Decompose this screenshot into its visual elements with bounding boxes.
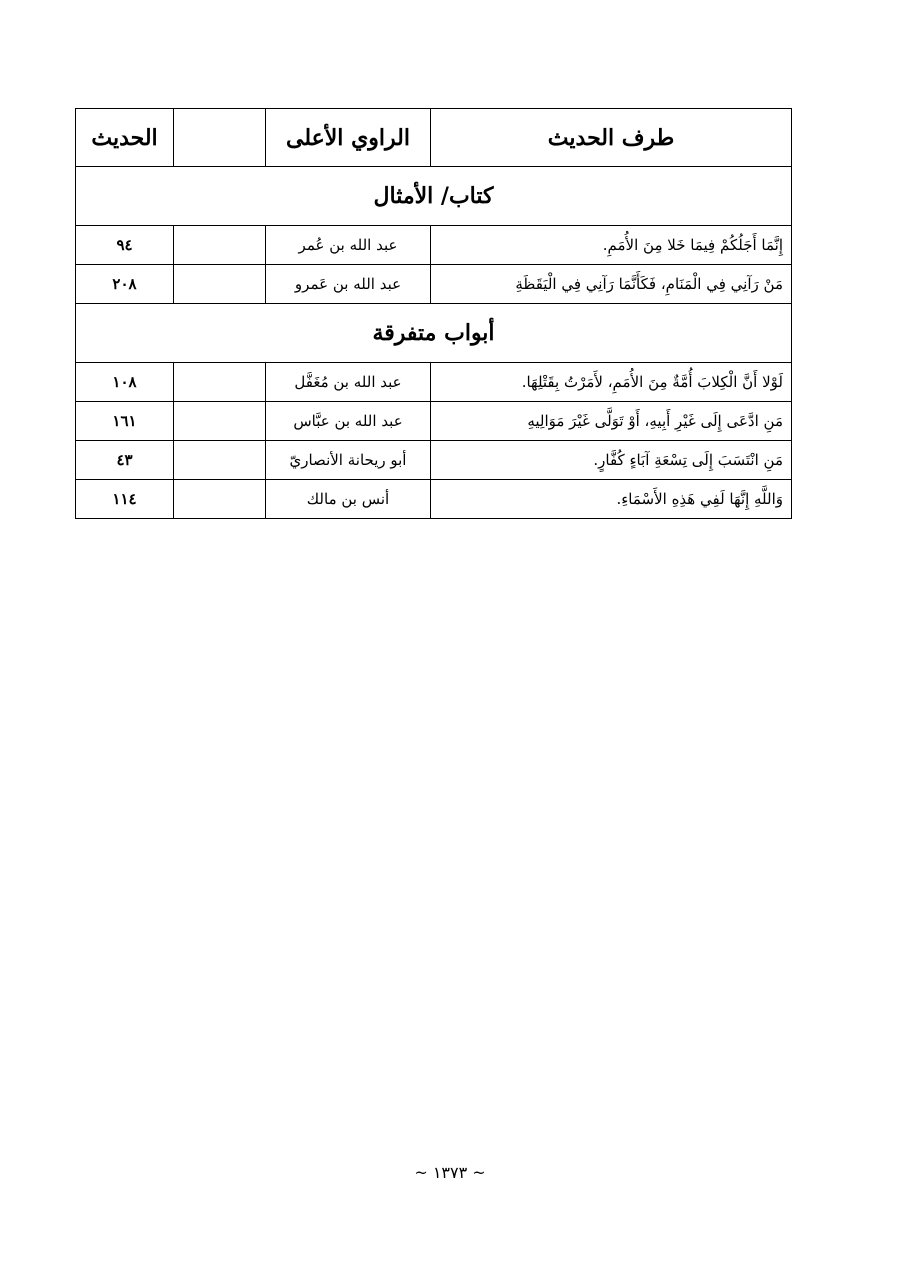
blank-cell bbox=[174, 402, 266, 441]
hadith-number: ٤٣ bbox=[76, 441, 174, 480]
table-row bbox=[76, 226, 792, 265]
narrator-name: عبد الله بن عَمرو bbox=[266, 265, 431, 304]
blank-cell bbox=[174, 363, 266, 402]
table-row bbox=[76, 265, 792, 304]
section-row bbox=[76, 304, 792, 363]
header-row bbox=[76, 109, 792, 167]
table-row bbox=[76, 363, 792, 402]
section-title: كتاب/ الأمثال bbox=[76, 167, 792, 226]
hadith-text: وَاللَّهِ إِنَّهَا لَفِي هَذِهِ الأَسْمَاءِ. bbox=[431, 480, 792, 519]
hadith-text: إِنَّمَا أَجَلُكُمْ فِيمَا خَلا مِنَ الأُمَمِ. bbox=[431, 226, 792, 265]
narrator-name: أنس بن مالك bbox=[266, 480, 431, 519]
section-title: أبواب متفرقة bbox=[76, 304, 792, 363]
header-blank bbox=[174, 109, 266, 167]
hadith-text: لَوْلا أَنَّ الْكِلابَ أُمَّةٌ مِنَ الأُمَمِ، لأَمَرْتُ بِقَتْلِهَا. bbox=[431, 363, 792, 402]
narrator-name: أبو ريحانة الأنصاريّ bbox=[266, 441, 431, 480]
hadith-index-table bbox=[75, 108, 792, 519]
table-row bbox=[76, 402, 792, 441]
hadith-number: ١٦١ bbox=[76, 402, 174, 441]
blank-cell bbox=[174, 480, 266, 519]
page-number: ~ ١٣٧٣ ~ bbox=[414, 1163, 486, 1182]
blank-cell bbox=[174, 441, 266, 480]
hadith-text: مَنِ انْتَسَبَ إِلَى تِسْعَةِ آبَاءٍ كُفَّارٍ. bbox=[431, 441, 792, 480]
hadith-number: ٢٠٨ bbox=[76, 265, 174, 304]
narrator-name: عبد الله بن عُمر bbox=[266, 226, 431, 265]
header-hadith: طرف الحديث bbox=[431, 109, 792, 167]
table-row bbox=[76, 480, 792, 519]
header-number: الحديث bbox=[76, 109, 174, 167]
section-row bbox=[76, 167, 792, 226]
blank-cell bbox=[174, 226, 266, 265]
hadith-number: ١٠٨ bbox=[76, 363, 174, 402]
hadith-number: ٩٤ bbox=[76, 226, 174, 265]
blank-cell bbox=[174, 265, 266, 304]
hadith-text: مَنْ رَآنِي فِي الْمَنَامِ، فَكَأَنَّمَا رَآنِي فِي الْيَقَظَةِ bbox=[431, 265, 792, 304]
narrator-name: عبد الله بن مُغَفَّل bbox=[266, 363, 431, 402]
hadith-text: مَنِ ادَّعَى إِلَى غَيْرِ أَبِيهِ، أَوْ تَوَلَّى غَيْرَ مَوَالِيهِ bbox=[431, 402, 792, 441]
header-narrator: الراوي الأعلى bbox=[266, 109, 431, 167]
table-row bbox=[76, 441, 792, 480]
narrator-name: عبد الله بن عبَّاس bbox=[266, 402, 431, 441]
hadith-number: ١١٤ bbox=[76, 480, 174, 519]
